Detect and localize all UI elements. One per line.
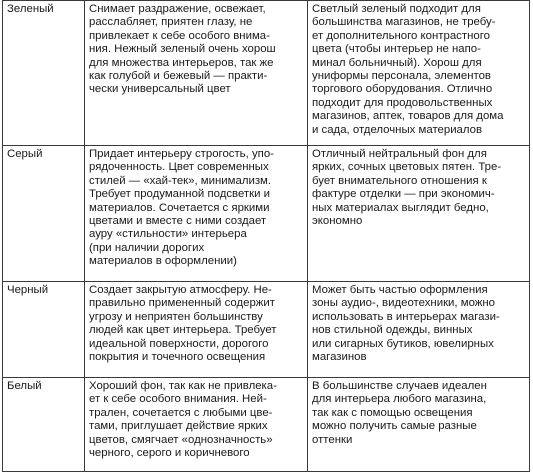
usage-line: оттенки xyxy=(312,433,353,446)
effect-line: трален, сочетается с любыми цве- xyxy=(89,406,273,419)
usage-cell xyxy=(308,282,530,378)
color-name-cell xyxy=(3,1,85,146)
color-name-cell xyxy=(3,282,85,378)
usage-line: зоны аудио-, видеотехники, можно xyxy=(312,297,496,310)
effect-line: как голубой и бежевый — практи- xyxy=(89,70,268,83)
effect-line: цветов, смягчает «однозначность» xyxy=(89,433,273,446)
usage-line: использовать в интерьерах магази- xyxy=(312,310,500,323)
effect-line: (при наличии дорогих xyxy=(89,241,205,254)
effect-line: привлекает к себе особого внима- xyxy=(89,29,270,42)
effect-line: ния. Нежный зеленый очень хорош xyxy=(89,43,276,56)
usage-line: подходит для продовольственных xyxy=(312,96,493,109)
color-name: Черный xyxy=(7,284,49,296)
usage-line: Отличный нейтральный фон для xyxy=(312,148,487,160)
usage-line: и сада, отделочных материалов xyxy=(312,123,483,136)
effect-line: Создает закрытую атмосферу. Не- xyxy=(89,284,272,296)
usage-line: ярких, сочных цветовых пятен. Тре- xyxy=(312,161,502,174)
usage-line: можно получить самые разные xyxy=(312,420,477,433)
usage-line: большинства магазинов, не требу- xyxy=(312,16,496,29)
usage-line: для интерьера любого магазина, xyxy=(312,393,487,406)
color-name: Зеленый xyxy=(7,3,54,15)
effect-line: для множества интерьеров, так же xyxy=(89,56,274,69)
color-name: Белый xyxy=(7,380,42,392)
usage-cell xyxy=(308,378,530,472)
effect-line: чески универсальный цвет xyxy=(89,83,231,96)
effect-cell xyxy=(85,1,308,146)
usage-line: Светлый зеленый подходит для xyxy=(312,3,481,15)
effect-line: идеальной поверхности, дорогого xyxy=(89,337,269,350)
effect-line: людей как цвет интерьера. Требует xyxy=(89,324,277,337)
usage-line: экономно xyxy=(312,215,363,228)
usage-line: цвета (чтобы интерьер не напо- xyxy=(312,43,481,56)
usage-line: так как с помощью освещения xyxy=(312,406,473,419)
usage-line: магазинов, аптек, товаров для дома xyxy=(312,110,504,123)
usage-line: униформы персонала, элементов xyxy=(312,70,491,83)
usage-line: нов стильной одежды, винных xyxy=(312,324,473,337)
table-row-gray xyxy=(3,146,530,282)
effect-line: правильно примененный содержит xyxy=(89,297,275,310)
effect-line: Требует продуманной подсветки и xyxy=(89,188,271,201)
usage-line: фактуре отделки — при экономич- xyxy=(312,188,495,201)
effect-line: Хороший фон, так как не привлека- xyxy=(89,380,277,392)
effect-line: ет к себе особого внимания. Ней- xyxy=(89,393,267,406)
table-body xyxy=(3,1,530,472)
color-name: Серый xyxy=(7,148,43,160)
usage-line: ет дополнительного контрастного xyxy=(312,29,490,42)
effect-line: тами, приглушает действие ярких xyxy=(89,420,268,433)
table-row-black xyxy=(3,282,530,378)
usage-line: бует внимательного отношения к xyxy=(312,174,487,187)
effect-line: Снимает раздражение, освежает, xyxy=(89,3,266,15)
color-name-cell xyxy=(3,146,85,282)
usage-line: В большинстве случаев идеален xyxy=(312,380,487,392)
effect-cell xyxy=(85,146,308,282)
usage-cell xyxy=(308,1,530,146)
effect-cell xyxy=(85,282,308,378)
table-row-white xyxy=(3,378,530,472)
effect-line: цветами и вместе с ними создает xyxy=(89,215,267,228)
effect-line: Придает интерьеру строгость, упо- xyxy=(89,148,274,160)
color-effects-table xyxy=(2,0,530,472)
effect-line: материалов в оформлении) xyxy=(89,255,237,268)
usage-line: торгового оборудования. Отлично xyxy=(312,83,493,96)
usage-line: магазинов xyxy=(312,351,367,364)
effect-line: ауру «стильности» интерьера xyxy=(89,228,247,241)
effect-line: стилей — «хай-тек», минимализм. xyxy=(89,174,272,187)
effect-line: рядоченность. Цвет современных xyxy=(89,161,269,174)
usage-line: минал больничный). Хорош для xyxy=(312,56,482,69)
effect-line: покрытия и точечного освещения xyxy=(89,351,266,364)
effect-line: угрозу и неприятен большинству xyxy=(89,310,263,323)
usage-line: ных материалах выглядит бедно, xyxy=(312,201,489,214)
effect-line: материалов. Сочетается с яркими xyxy=(89,201,270,214)
color-name-cell xyxy=(3,378,85,472)
usage-cell xyxy=(308,146,530,282)
table-row-green xyxy=(3,1,530,146)
effect-cell xyxy=(85,378,308,472)
usage-line: Может быть частью оформления xyxy=(312,284,488,296)
usage-line: или сигарных бутиков, ювелирных xyxy=(312,337,494,350)
effect-line: черного, серого и коричневого xyxy=(89,447,250,460)
effect-line: расслабляет, приятен глазу, не xyxy=(89,16,253,29)
